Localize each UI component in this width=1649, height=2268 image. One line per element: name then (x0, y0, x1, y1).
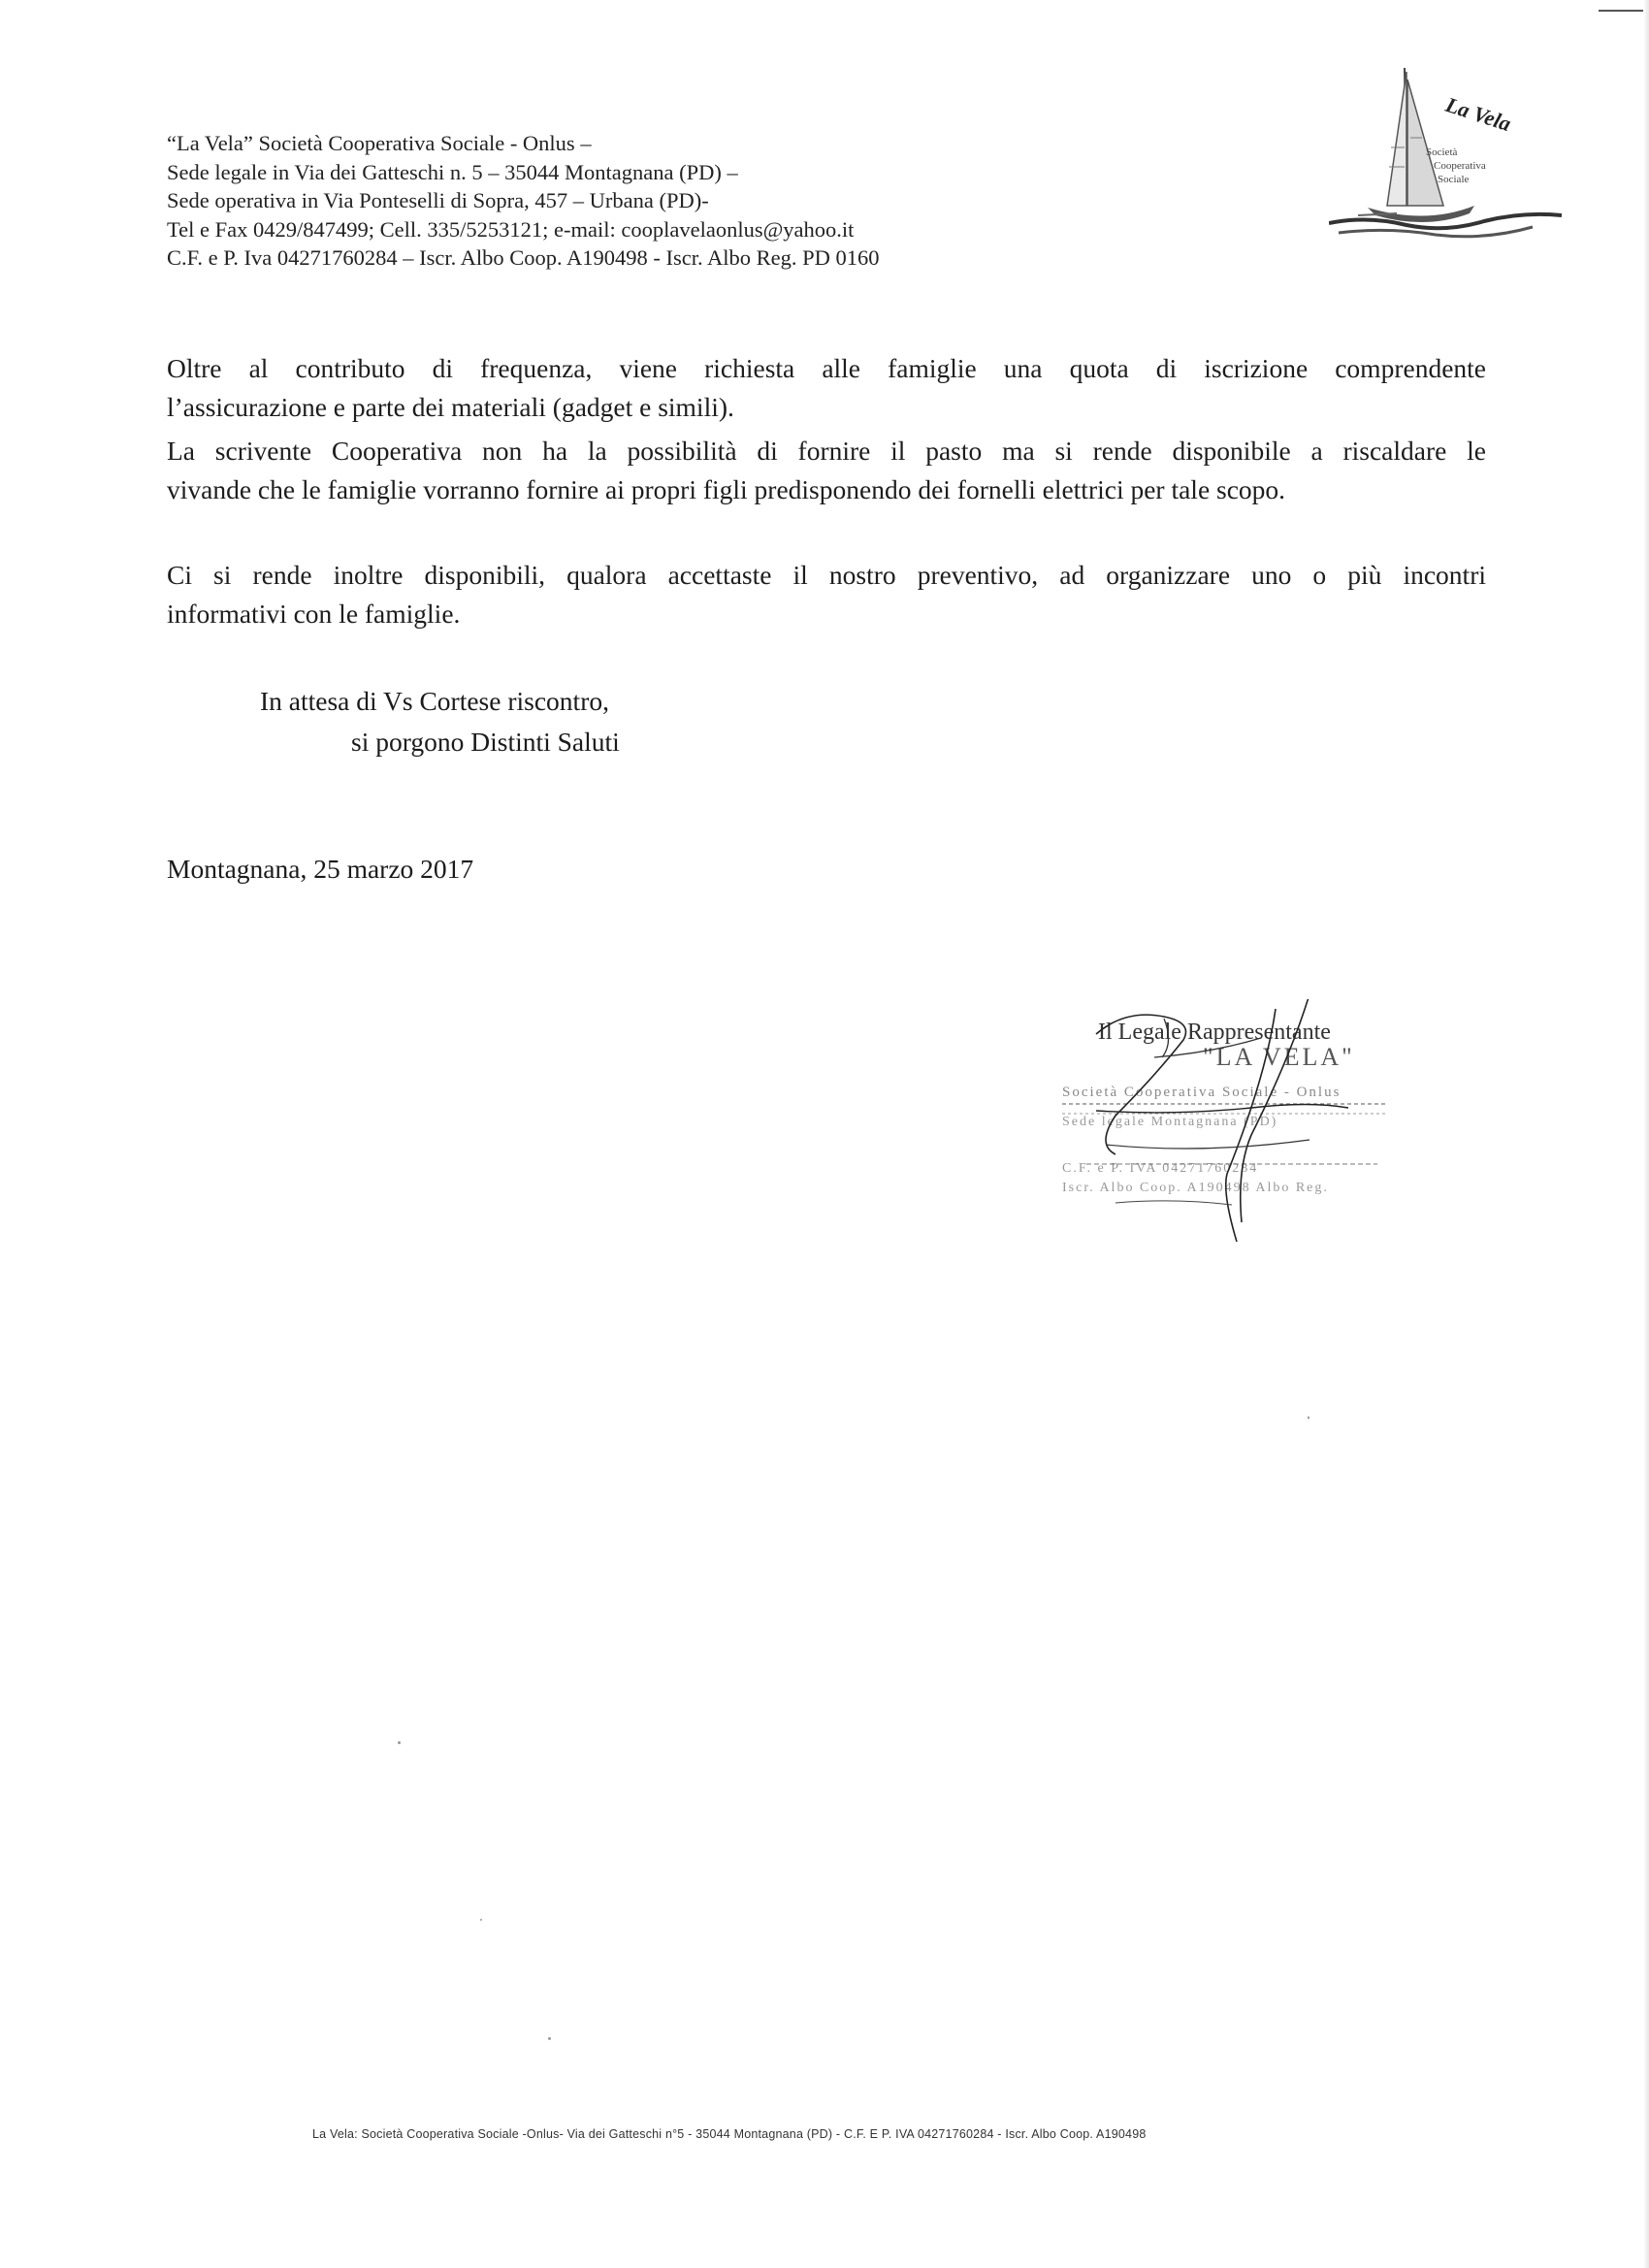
signature-block (1057, 999, 1445, 1261)
scan-edge (1643, 0, 1649, 2268)
paragraph-meals (167, 432, 1486, 509)
logo-subtitle: Sociale (1438, 174, 1470, 185)
logo-subtitle: Cooperativa (1434, 160, 1486, 172)
stamp-faint-text: Sede legale Montagnana (PD) (1062, 1115, 1278, 1129)
stamp-name: "LA VELA" (1203, 1043, 1355, 1071)
closing-line: In attesa di Vs Cortese riscontro, (260, 686, 609, 716)
scan-mark (1599, 10, 1643, 12)
letterhead-line: “La Vela” Società Cooperativa Sociale - Onlus – (167, 131, 592, 155)
logo-title: La Vela (1442, 91, 1514, 137)
stamp-and-signature (1057, 999, 1445, 1261)
letterhead-line: Sede legale in Via dei Gatteschi n. 5 – 35044 Montagnana (PD) – (167, 159, 738, 184)
paragraph-fees (167, 349, 1486, 427)
scan-speck (548, 2037, 551, 2040)
letterhead (167, 129, 879, 273)
logo-subtitle: Società (1426, 146, 1458, 158)
scan-speck (480, 1919, 482, 1921)
body-line: vivande che le famiglie vorranno fornire ai propri figli predisponendo dei fornelli elettrici per tale scopo. (167, 474, 1286, 504)
signature-title: Il Legale Rappresentante (1098, 1020, 1331, 1045)
closing-line: si porgono Distinti Saluti (351, 727, 620, 757)
body-line: informativi con le famiglie. (167, 599, 461, 629)
stamp-faint-text: Iscr. Albo Coop. A190498 Albo Reg. (1062, 1181, 1329, 1195)
date-line: Montagnana, 25 marzo 2017 (167, 854, 474, 884)
paragraph-meetings (167, 556, 1486, 633)
la-vela-logo (1329, 60, 1562, 254)
body-line: La scrivente Cooperativa non ha la possibilità di fornire il pasto ma si rende disponibile a riscaldare le (167, 436, 1486, 466)
stamp-faint-text: C.F. e P. IVA 04271760284 (1062, 1161, 1259, 1176)
scan-speck (398, 1741, 401, 1744)
footer-text: La Vela: Società Cooperativa Sociale -Onlus- Via dei Gatteschi n°5 - 35044 Montagnana (PD) - C.F. E P. IVA 04271760284 - Iscr. Albo Coop. A190498 (312, 2127, 1147, 2141)
body-line: Ci si rende inoltre disponibili, qualora accettaste il nostro preventivo, ad organizzare uno o più incontri (167, 560, 1486, 590)
letterhead-line: Tel e Fax 0429/847499; Cell. 335/5253121; e-mail: cooplavelaonlus@yahoo.it (167, 216, 855, 242)
body-line: l’assicurazione e parte dei materiali (gadget e simili). (167, 392, 734, 422)
letterhead-line: C.F. e P. Iva 04271760284 – Iscr. Albo Coop. A190498 - Iscr. Albo Reg. PD 0160 (167, 245, 880, 270)
letterhead-line: Sede operativa in Via Ponteselli di Sopra, 457 – Urbana (PD)- (167, 188, 709, 212)
stamp-faint-text: Società Cooperativa Sociale - Onlus (1062, 1085, 1342, 1100)
scan-speck (1308, 1416, 1310, 1419)
body-line: Oltre al contributo di frequenza, viene richiesta alle famiglie una quota di iscrizione comprendente (167, 353, 1486, 383)
